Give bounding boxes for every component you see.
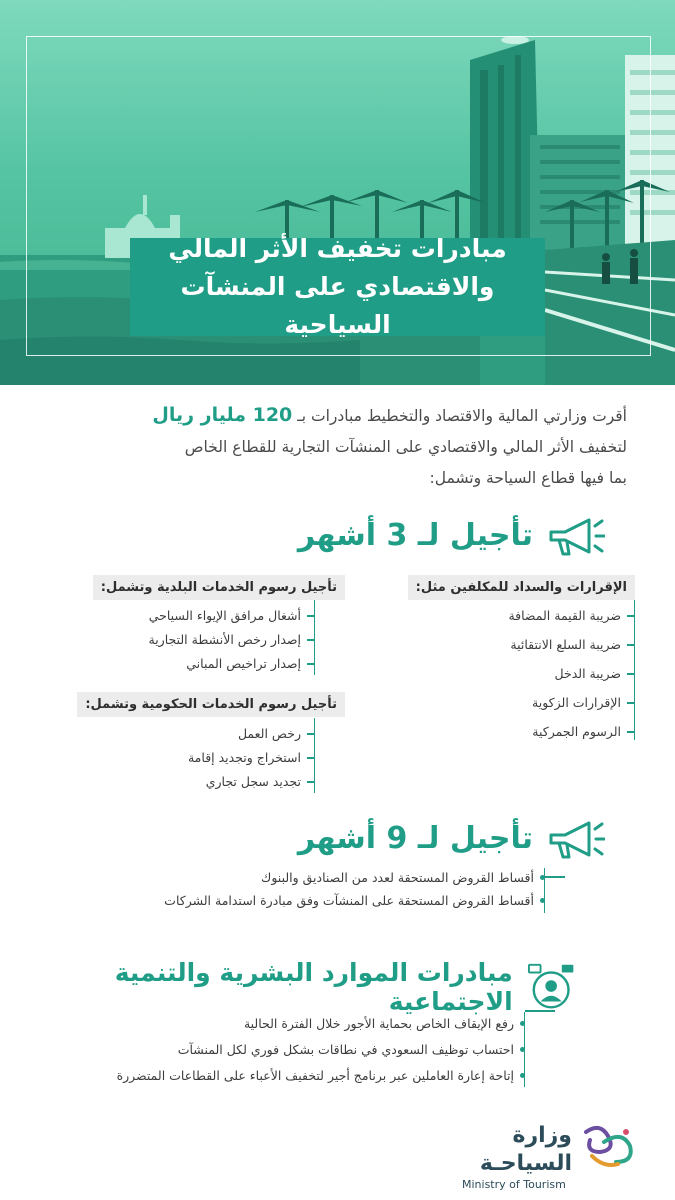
list-item: إتاحة إعارة العاملين عبر برنامج أجير لتخفيف الأعباء على القطاعات المتضررة bbox=[117, 1068, 525, 1083]
hr-initiatives-list bbox=[65, 1012, 525, 1087]
ministry-logo-icon bbox=[578, 1122, 638, 1172]
section-3-months-header bbox=[298, 512, 605, 558]
ministry-logo-text bbox=[462, 1122, 572, 1191]
hero-title-line2: والاقتصادي على المنشآت السياحية bbox=[180, 272, 495, 339]
list-item: ضريبة القيمة المضافة bbox=[508, 608, 635, 623]
hero-banner bbox=[0, 0, 675, 385]
hero-title-box bbox=[130, 234, 545, 339]
intro-line1-text: أقرت وزارتي المالية والاقتصاد والتخطيط مبادرات بـ bbox=[297, 407, 627, 425]
list-item: تجديد سجل تجاري bbox=[206, 774, 315, 789]
megaphone-icon bbox=[547, 815, 605, 861]
intro-line2: لتخفيف الأثر المالي والاقتصادي على المنشآت التجارية للقطاع الخاص bbox=[184, 438, 627, 456]
list-item: رفع الإيقاف الخاص بحماية الأجور خلال الفترة الحالية bbox=[244, 1016, 525, 1031]
logo-english: Ministry of Tourism bbox=[462, 1178, 566, 1191]
list-item: الإقرارات الزكوية bbox=[532, 695, 635, 710]
list-item: احتساب توظيف السعودي في نطاقات بشكل فوري لكل المنشآت bbox=[178, 1042, 525, 1057]
intro-amount: 120 مليار ريال bbox=[152, 404, 293, 426]
section-9-months-header bbox=[298, 815, 605, 861]
list-item: ضريبة السلع الانتقائية bbox=[510, 637, 635, 652]
connector-line bbox=[545, 876, 565, 878]
connector-line bbox=[525, 1010, 555, 1012]
tax-returns-list bbox=[405, 600, 635, 740]
intro-paragraph bbox=[37, 400, 627, 494]
list-item: رخص العمل bbox=[238, 726, 315, 741]
tax-returns-heading: الإقرارات والسداد للمكلفين مثل: bbox=[408, 575, 635, 600]
megaphone-icon bbox=[547, 512, 605, 558]
intro-line3: بما فيها قطاع السياحة وتشمل: bbox=[429, 469, 627, 487]
loan-installments-list bbox=[125, 868, 545, 913]
section-hr-header bbox=[0, 958, 575, 1016]
municipal-fees-list bbox=[85, 600, 315, 675]
intro-line1 bbox=[37, 400, 627, 432]
list-item: أقساط القروض المستحقة لعدد من الصناديق والبنوك bbox=[261, 870, 545, 885]
list-item: إصدار رخص الأنشطة التجارية bbox=[149, 632, 316, 647]
list-item: أقساط القروض المستحقة على المنشآت وفق مبادرة استدامة الشركات bbox=[164, 893, 545, 908]
logo-arabic: وزارة السياحـة bbox=[479, 1123, 572, 1176]
hero-title-line1: مبادرات تخفيف الأثر المالي bbox=[168, 234, 507, 263]
list-item: إصدار تراخيص المباني bbox=[186, 656, 315, 671]
list-item: ضريبة الدخل bbox=[555, 666, 635, 681]
government-fees-heading: تأجيل رسوم الخدمات الحكومية وتشمل: bbox=[77, 692, 345, 717]
list-item: الرسوم الجمركية bbox=[532, 724, 635, 739]
people-chat-icon bbox=[527, 962, 575, 1012]
list-item: استخراج وتجديد إقامة bbox=[188, 750, 315, 765]
section-3-months-title: تأجيل لـ 3 أشهر bbox=[297, 517, 533, 553]
section-9-months-title: تأجيل لـ 9 أشهر bbox=[297, 820, 533, 856]
section-hr-title: مبادرات الموارد البشرية والتنمية الاجتماعية bbox=[114, 958, 513, 1016]
government-fees-list bbox=[85, 718, 315, 793]
municipal-fees-heading: تأجيل رسوم الخدمات البلدية وتشمل: bbox=[93, 575, 345, 600]
list-item: أشغال مرافق الإيواء السياحي bbox=[149, 608, 315, 623]
